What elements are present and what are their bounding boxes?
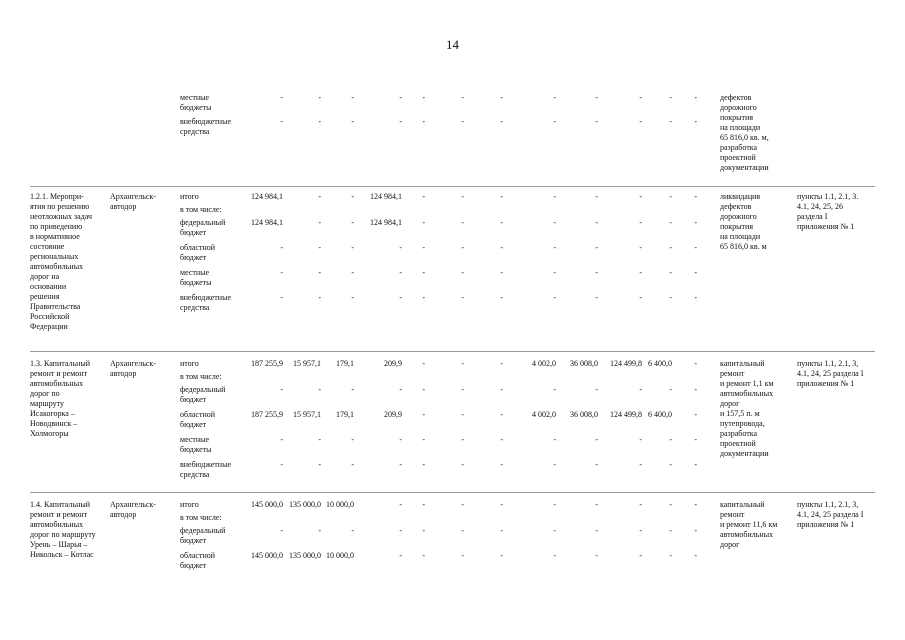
value-cell: - <box>422 500 425 509</box>
value-cell: 209,9 <box>384 359 402 368</box>
reference: пункты 1.1, 2.1, 3, 4.1, 24, 25 раздела I приложения № 1 <box>797 359 864 388</box>
value-cell: - <box>422 293 425 302</box>
value-cell: - <box>399 385 402 394</box>
value-cell: - <box>639 435 642 444</box>
value-cell: - <box>422 460 425 469</box>
value-cell: - <box>422 435 425 444</box>
funding-source-label: федеральный бюджет <box>180 526 226 545</box>
value-cell: - <box>422 93 425 102</box>
value-cell: - <box>422 385 425 394</box>
row-separator <box>30 351 875 352</box>
value-cell: - <box>280 93 283 102</box>
value-cell: - <box>461 268 464 277</box>
value-cell: 124 984,1 <box>251 218 283 227</box>
value-cell: - <box>639 268 642 277</box>
funding-source-label: областной бюджет <box>180 551 216 570</box>
value-cell: - <box>351 93 354 102</box>
funding-source-label: федеральный бюджет <box>180 218 226 237</box>
value-cell: - <box>639 117 642 126</box>
value-cell: - <box>669 293 672 302</box>
result-description: капитальный ремонт и ремонт 11,6 км автомобильных дорог <box>720 500 778 549</box>
value-cell: - <box>553 293 556 302</box>
value-cell: 179,1 <box>336 410 354 419</box>
value-cell: - <box>500 526 503 535</box>
value-cell: - <box>422 526 425 535</box>
value-cell: - <box>553 93 556 102</box>
value-cell: - <box>399 268 402 277</box>
value-cell: - <box>669 192 672 201</box>
value-cell: - <box>553 268 556 277</box>
value-cell: - <box>500 359 503 368</box>
value-cell: - <box>639 293 642 302</box>
value-cell: - <box>500 93 503 102</box>
value-cell: 187 255,9 <box>251 359 283 368</box>
row-separator <box>30 186 875 187</box>
value-cell: - <box>500 243 503 252</box>
funding-source-label: местные бюджеты <box>180 93 212 112</box>
value-cell: - <box>694 385 697 394</box>
value-cell: - <box>595 268 598 277</box>
value-cell: 10 000,0 <box>326 551 354 560</box>
value-cell: - <box>595 243 598 252</box>
value-cell: 6 400,0 <box>648 359 672 368</box>
value-cell: - <box>553 117 556 126</box>
value-cell: - <box>553 385 556 394</box>
value-cell: - <box>500 192 503 201</box>
value-cell: - <box>553 526 556 535</box>
value-cell: - <box>280 460 283 469</box>
value-cell: - <box>553 460 556 469</box>
value-cell: - <box>639 243 642 252</box>
value-cell: - <box>351 192 354 201</box>
value-cell: - <box>318 218 321 227</box>
value-cell: - <box>669 243 672 252</box>
funding-source-label: областной бюджет <box>180 410 216 429</box>
value-cell: - <box>461 460 464 469</box>
value-cell: - <box>280 526 283 535</box>
value-cell: - <box>595 526 598 535</box>
value-cell: - <box>280 293 283 302</box>
value-cell: 6 400,0 <box>648 410 672 419</box>
value-cell: - <box>422 410 425 419</box>
value-cell: - <box>500 218 503 227</box>
value-cell: - <box>595 218 598 227</box>
funding-source-label: федеральный бюджет <box>180 385 226 404</box>
value-cell: - <box>351 293 354 302</box>
value-cell: 209,9 <box>384 410 402 419</box>
value-cell: - <box>461 526 464 535</box>
value-cell: 4 002,0 <box>532 410 556 419</box>
value-cell: 124 984,1 <box>251 192 283 201</box>
value-cell: - <box>595 435 598 444</box>
value-cell: - <box>669 93 672 102</box>
value-cell: 15 957,1 <box>293 410 321 419</box>
value-cell: 135 000,0 <box>289 551 321 560</box>
result-description: ликвидация дефектов дорожного покрытия на площади 65 816,0 кв. м <box>720 192 767 251</box>
value-cell: - <box>694 268 697 277</box>
value-cell: - <box>595 385 598 394</box>
value-cell: - <box>351 218 354 227</box>
value-cell: - <box>280 243 283 252</box>
funding-source-label: внебюджетные средства <box>180 293 231 312</box>
funding-source-label: местные бюджеты <box>180 268 212 287</box>
value-cell: - <box>280 117 283 126</box>
value-cell: - <box>422 551 425 560</box>
value-cell: - <box>694 243 697 252</box>
value-cell: - <box>351 243 354 252</box>
value-cell: - <box>318 93 321 102</box>
value-cell: - <box>694 117 697 126</box>
value-cell: - <box>500 435 503 444</box>
value-cell: 124 984,1 <box>370 192 402 201</box>
value-cell: - <box>694 293 697 302</box>
value-cell: - <box>500 460 503 469</box>
value-cell: - <box>669 268 672 277</box>
value-cell: - <box>422 359 425 368</box>
value-cell: - <box>351 117 354 126</box>
value-cell: - <box>280 435 283 444</box>
value-cell: - <box>553 435 556 444</box>
value-cell: - <box>639 551 642 560</box>
value-cell: - <box>461 385 464 394</box>
value-cell: 124 499,8 <box>610 410 642 419</box>
measure-name: 1.2.1. Меропри- ятия по решению неотложных задач по приведению в нормативное состояние региональных автомобильных дорог на основании решения Правительства Российской Федерации <box>30 192 93 331</box>
value-cell: 124 499,8 <box>610 359 642 368</box>
value-cell: - <box>422 218 425 227</box>
value-cell: 10 000,0 <box>326 500 354 509</box>
value-cell: - <box>553 500 556 509</box>
value-cell: - <box>595 551 598 560</box>
executor: Архангельск- автодор <box>110 192 156 211</box>
value-cell: - <box>553 218 556 227</box>
funding-source-label: итого <box>180 192 199 201</box>
value-cell: - <box>500 410 503 419</box>
value-cell: - <box>399 293 402 302</box>
value-cell: - <box>461 218 464 227</box>
funding-source-label: внебюджетные средства <box>180 117 231 136</box>
value-cell: - <box>500 117 503 126</box>
value-cell: 179,1 <box>336 359 354 368</box>
value-cell: - <box>351 385 354 394</box>
value-cell: - <box>500 500 503 509</box>
value-cell: - <box>318 385 321 394</box>
value-cell: - <box>669 526 672 535</box>
value-cell: - <box>553 192 556 201</box>
funding-source-label: местные бюджеты <box>180 435 212 454</box>
value-cell: - <box>351 460 354 469</box>
value-cell: - <box>461 435 464 444</box>
value-cell: - <box>318 243 321 252</box>
value-cell: 145 000,0 <box>251 500 283 509</box>
value-cell: - <box>461 359 464 368</box>
funding-source-label: в том числе: <box>180 205 222 214</box>
value-cell: - <box>694 500 697 509</box>
value-cell: - <box>399 93 402 102</box>
value-cell: - <box>461 500 464 509</box>
value-cell: - <box>318 192 321 201</box>
value-cell: - <box>595 293 598 302</box>
funding-source-label: итого <box>180 500 199 509</box>
value-cell: 4 002,0 <box>532 359 556 368</box>
value-cell: - <box>669 500 672 509</box>
value-cell: - <box>318 435 321 444</box>
value-cell: - <box>461 117 464 126</box>
value-cell: - <box>280 268 283 277</box>
value-cell: - <box>461 293 464 302</box>
value-cell: - <box>595 460 598 469</box>
value-cell: - <box>399 526 402 535</box>
reference: пункты 1.1, 2.1, 3. 4.1, 24, 25, 26 раздела I приложения № 1 <box>797 192 859 231</box>
funding-source-label: итого <box>180 359 199 368</box>
value-cell: - <box>500 551 503 560</box>
value-cell: - <box>422 117 425 126</box>
value-cell: 36 008,0 <box>570 359 598 368</box>
value-cell: - <box>318 117 321 126</box>
value-cell: - <box>639 460 642 469</box>
funding-source-label: внебюджетные средства <box>180 460 231 479</box>
value-cell: - <box>351 435 354 444</box>
value-cell: - <box>595 117 598 126</box>
value-cell: - <box>694 460 697 469</box>
value-cell: - <box>351 268 354 277</box>
measure-name: 1.3. Капитальный ремонт и ремонт автомобильных дорог по маршруту Исакогорка – Новодвинск – Холмогоры <box>30 359 91 438</box>
value-cell: - <box>669 385 672 394</box>
funding-source-label: в том числе: <box>180 372 222 381</box>
funding-source-label: в том числе: <box>180 513 222 522</box>
value-cell: - <box>694 551 697 560</box>
value-cell: - <box>694 93 697 102</box>
value-cell: - <box>461 243 464 252</box>
value-cell: - <box>399 117 402 126</box>
value-cell: - <box>461 192 464 201</box>
value-cell: - <box>318 460 321 469</box>
value-cell: - <box>461 410 464 419</box>
value-cell: - <box>639 192 642 201</box>
value-cell: - <box>595 93 598 102</box>
reference: пункты 1.1, 2.1, 3, 4.1, 24, 25 раздела I приложения № 1 <box>797 500 864 529</box>
executor: Архангельск- автодор <box>110 500 156 519</box>
value-cell: - <box>639 500 642 509</box>
value-cell: - <box>318 526 321 535</box>
funding-source-label: областной бюджет <box>180 243 216 262</box>
value-cell: 135 000,0 <box>289 500 321 509</box>
value-cell: 15 957,1 <box>293 359 321 368</box>
value-cell: - <box>694 435 697 444</box>
value-cell: - <box>694 359 697 368</box>
value-cell: - <box>694 526 697 535</box>
value-cell: - <box>669 117 672 126</box>
value-cell: - <box>399 243 402 252</box>
value-cell: - <box>694 192 697 201</box>
executor: Архангельск- автодор <box>110 359 156 378</box>
value-cell: - <box>669 435 672 444</box>
row-separator <box>30 492 875 493</box>
value-cell: - <box>318 268 321 277</box>
result-description: дефектов дорожного покрытия на площади 65 816,0 кв. м, разработка проектной документации <box>720 93 769 172</box>
value-cell: - <box>318 293 321 302</box>
page-number: 14 <box>446 37 459 52</box>
value-cell: - <box>500 268 503 277</box>
value-cell: - <box>694 218 697 227</box>
value-cell: - <box>422 243 425 252</box>
value-cell: - <box>669 460 672 469</box>
value-cell: - <box>639 93 642 102</box>
value-cell: - <box>553 551 556 560</box>
value-cell: - <box>461 551 464 560</box>
value-cell: 36 008,0 <box>570 410 598 419</box>
value-cell: 145 000,0 <box>251 551 283 560</box>
value-cell: - <box>461 93 464 102</box>
value-cell: - <box>639 385 642 394</box>
value-cell: - <box>669 218 672 227</box>
value-cell: - <box>639 526 642 535</box>
value-cell: - <box>422 268 425 277</box>
value-cell: - <box>399 460 402 469</box>
value-cell: - <box>399 551 402 560</box>
value-cell: - <box>399 435 402 444</box>
value-cell: - <box>669 551 672 560</box>
value-cell: - <box>595 192 598 201</box>
value-cell: - <box>595 500 598 509</box>
value-cell: 187 255,9 <box>251 410 283 419</box>
value-cell: 124 984,1 <box>370 218 402 227</box>
value-cell: - <box>553 243 556 252</box>
value-cell: - <box>351 526 354 535</box>
result-description: капитальный ремонт и ремонт 1,1 км автомобильных дорог и 157,5 п. м путепровода, разработка проектной документации <box>720 359 774 458</box>
value-cell: - <box>399 500 402 509</box>
value-cell: - <box>422 192 425 201</box>
value-cell: - <box>500 293 503 302</box>
measure-name: 1.4. Капитальный ремонт и ремонт автомобильных дорог по маршруту Урень – Шарья – Никольск – Котлас <box>30 500 96 559</box>
value-cell: - <box>694 410 697 419</box>
value-cell: - <box>280 385 283 394</box>
value-cell: - <box>500 385 503 394</box>
value-cell: - <box>639 218 642 227</box>
